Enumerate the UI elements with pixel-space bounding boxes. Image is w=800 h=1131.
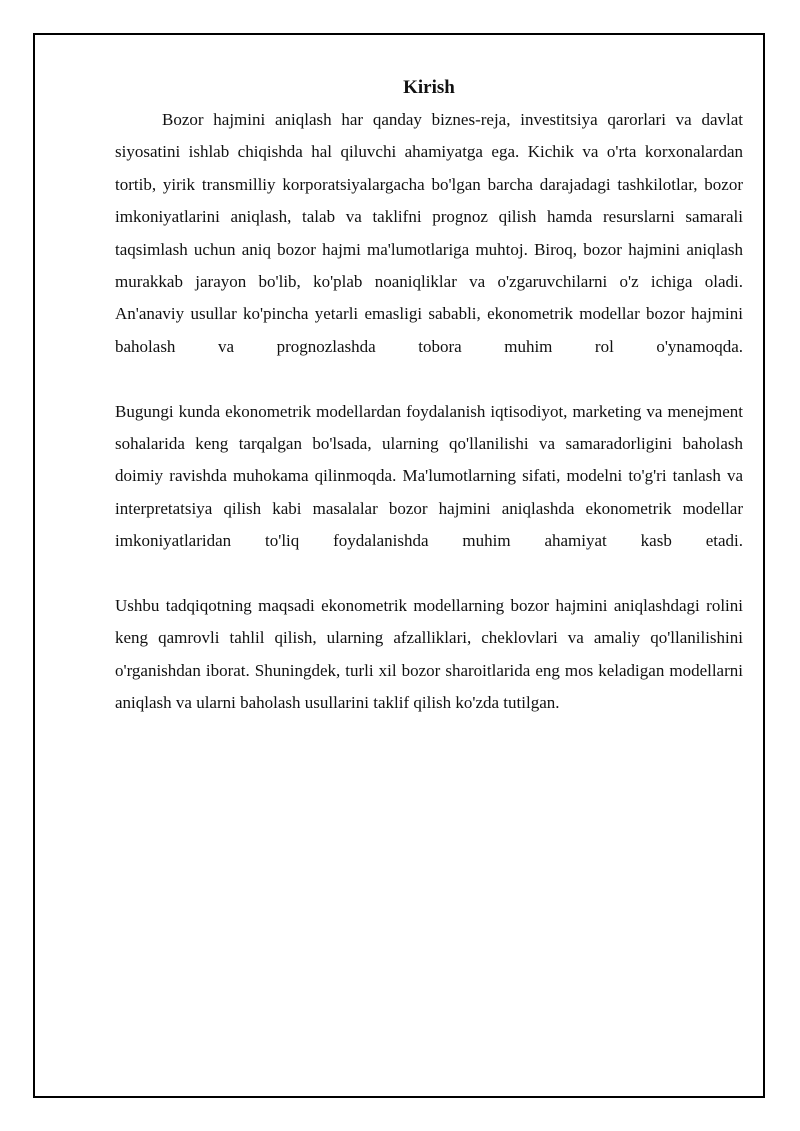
paragraph-current-state: Bugungi kunda ekonometrik modellardan foydalanish iqtisodiyot, marketing va menejment sohalarida keng tarqalgan bo'lsada, ularning qo'llanilishi va samaradorligini baholash doimiy ravishda muhokama qilinmoqda. Ma'lumotlarning sifati, modelni to'g'ri tanlash va interpretatsiya qilish kabi masalalar bozor hajmini aniqlashda ekonometrik modellar imkoniyatlaridan to'liq foydalanishda muhim ahamiyat kasb etadi.: [115, 401, 743, 551]
section-title: Kirish: [403, 77, 455, 98]
paragraph-research-goal: Ushbu tadqiqotning maqsadi ekonometrik modellarning bozor hajmini aniqlashdagi rolini keng qamrovli tahlil qilish, ularning afzalliklari, cheklovlari va amaliy qo'llanilishini o'rganishdan iborat. Shuningdek, turli xil bozor sharoitlarida eng mos keladigan modellarni aniqlash va ularni baholash usullarini taklif qilish ko'zda tutilgan.: [115, 596, 743, 713]
paragraph-gap: [115, 558, 743, 590]
paragraph-intro: Bozor hajmini aniqlash har qanday biznes-reja, investitsiya qarorlari va davlat siyosatini ishlab chiqishda hal qiluvchi ahamiyatga ega. Kichik va o'rta korxonalardan tortib, yirik transmilliy korporatsiyalargacha bo'lgan barcha darajadagi tashkilotlar, bozor imkoniyatlarini aniqlash, talab va taklifni prognoz qilish hamda resurslarni samarali taqsimlash uchun aniq bozor hajmi ma'lumotlariga muhtoj. Biroq, bozor hajmini aniqlash murakkab jarayon bo'lib, ko'plab noaniqliklar va o'zgaruvchilarni o'z ichiga oladi. An'anaviy usullar ko'pincha yetarli emasligi sababli, ekonometrik modellar bozor hajmini baholash va prognozlashda tobora muhim rol o'ynamoqda.: [115, 110, 743, 356]
document-body: [115, 72, 743, 720]
paragraph-gap: [115, 363, 743, 395]
